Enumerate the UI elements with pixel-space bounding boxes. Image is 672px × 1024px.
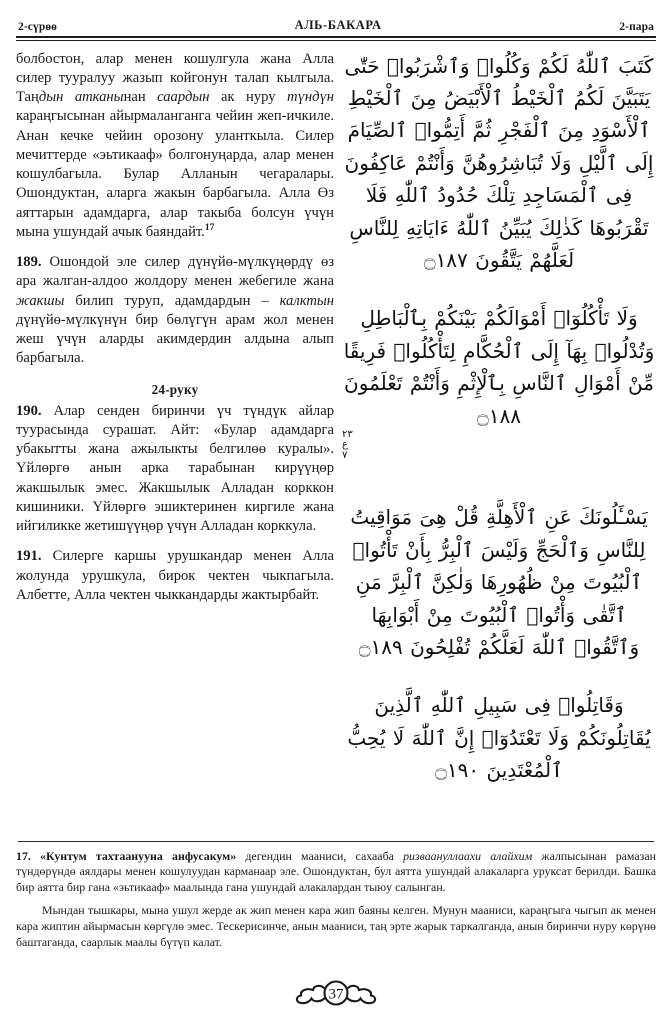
footnote-ref-17[interactable]: 17 (204, 222, 215, 233)
footnote-17-continuation: Мындан тышкары, мына ушул жерде ак жип менен кара жип баяны келген. Мунун мааниси, караңгыга чыгып ак менен кара жиптин айырмасын көргүлө эмес. Тескерисинче, анын мааниси, таң эрте жарык таркалганда, анын биринчи нуру көрүнө баштаганда, саарлык маалы бүтүп калат. (16, 903, 656, 949)
footnote-17-seg1: дегендин мааниси, сахааба (236, 848, 404, 863)
arabic-verse-190: وَقَاتِلُوا۟ فِى سَبِيلِ ٱللّٰهِ ٱلَّذِينَ يُقَاتِلُونَكُمْ وَلَا تَعْتَدُوٓا۟ إِنَّ ٱللّٰهَ لَا يُحِبُّ ٱلْمُعْتَدِينَ ۝١٩٠ (347, 693, 651, 783)
verse-187-text-seg2: нан (123, 89, 158, 106)
kyrgyz-translation-column (16, 50, 342, 617)
arabic-verse-189: يَسْـَٔلُونَكَ عَنِ ٱلْأَهِلَّةِ قُلْ هِىَ مَوَاقِيتُ لِلنَّاسِ وَٱلْحَجِّ وَلَيْسَ ٱلْبِرُّ بِأَنْ تَأْتُوا۟ ٱلْبُيُوتَ مِنْ ظُهُورِهَا وَلٰكِنَّ ٱلْبِرَّ مَنِ ٱتَّقٰى وَأْتُوا۟ ٱلْبُيُوتَ مِنْ أَبْوَابِهَا وَٱتَّقُوا۟ ٱللّٰهَ لَعَلَّكُمْ تُفْلِحُونَ ۝١٨٩ (350, 505, 648, 659)
footnote-17-number: 17. (16, 848, 31, 863)
verse-187-text-seg1: болбостон, алар менен кошулгула жана Алла силер тууралуу жазып койгонун талап кылгыла. Таң (16, 50, 334, 106)
ruku-marker-number-bottom: ٧ (342, 449, 348, 461)
running-head-title: АЛЬ-БАКАРА (294, 18, 382, 32)
running-head (16, 18, 656, 36)
running-head-left: 2-сүрөө (18, 21, 58, 33)
page-number-ornament (0, 976, 672, 1010)
verse-187-italic-1: дын атканы (38, 89, 124, 106)
verse-187-text-seg3: ак нуру (209, 89, 288, 106)
ruku-heading: 24-руку (151, 381, 199, 397)
header-divider (16, 36, 656, 41)
verse-paragraph-189 (16, 253, 334, 369)
arabic-verse-188: وَلَا تَأْكُلُوٓا۟ أَمْوَالَكُمْ بَيْنَكُمْ بِٱلْبَاطِلِ وَتُدْلُوا۟ بِهَآ إِلَى ٱلْحُكَّامِ لِتَأْكُلُوا۟ فَرِيقًا مِّنْ أَمْوَالِ ٱلنَّاسِ بِٱلْإِثْمِ وَأَنْتُمْ تَعْلَمُونَ ۝١٨٨ (343, 306, 655, 428)
verse-number-190: 190. (16, 402, 42, 419)
footnote-17 (16, 849, 656, 896)
ruku-marker-ain: ع (342, 439, 348, 451)
footnote-17-italic-1: ризваануллаахи алайхим (403, 848, 533, 863)
verse-paragraph-187 (16, 50, 334, 243)
verse-189-text-seg1: Ошондой эле силер дүнүйө-мүлкүңөрдү өз ара жалган-алдоо жолдору менен жебегиле жана (16, 254, 335, 290)
verse-190-text: Алар сенден биринчи үч түндүк айлар туурасында сурашат. Айт: «Булар адамдарга убакытты жана ажылыкты белгилөө куралы». Үйлөргө анын арка тарабынан кирүүңөр жакшылык эмес. Жакшылык Алладан корккон кишиники. Үйлөргө эшиктеринен киргиле жана ийгиликке жетишүүңөр үчүн Алладан корккула. (16, 402, 334, 535)
body-columns (16, 50, 656, 835)
verse-189-text-seg3: дүнүйө-мүлкүнүн бир бөлүгүн арам жол менен жеш үчүн аларды акимдердин алдына алып барбагыла. (16, 311, 334, 367)
verse-189-text-seg2: билип туруп, адамдардын – (64, 292, 280, 309)
verse-189-italic-1: жакшы (16, 292, 65, 309)
ruku-marker-number-top: ٢٣ (342, 428, 353, 440)
ruku-marker-group (342, 430, 654, 462)
arabic-spacer (342, 461, 656, 501)
verse-191-text: Силерге каршы урушкандар менен Алла жолунда урушкула, бирок чектен чыкпагыла. Албетте, Алла чектен чыккандарды жактырбайт. (16, 548, 334, 603)
verse-189-italic-2: калктын (279, 292, 334, 309)
verse-187-text-seg4: караңгысынан айырмаланганга чейин жеп-ичкиле. Анан кечке чейин орозону уланткыла. Силер мечиттерде «эьтикааф» болгонуңарда, алар менен кошулбагыла. Булар Алланын чегаралары. Ошондуктан, аларга жакын барбагыла. Алла Өз аяттарын адамдарга, алар такыба болсун үчүн мына ушундай ачык баяндайт. (16, 108, 334, 240)
verse-paragraph-190 (16, 402, 334, 537)
verse-187-italic-2: саардын (157, 89, 210, 106)
arabic-verse-187: كَتَبَ ٱللّٰهُ لَكُمْ وَكُلُوا۟ وَٱشْرَبُوا۟ حَتّٰى يَتَبَيَّنَ لَكُمُ ٱلْخَيْطُ ٱلْأَبْيَضُ مِنَ ٱلْخَيْطِ ٱلْأَسْوَدِ مِنَ ٱلْفَجْرِ ثُمَّ أَتِمُّوا۟ ٱلصِّيَامَ إِلَى ٱلَّيْلِ وَلَا تُبَاشِرُوهُنَّ وَأَنْتُمْ عَاكِفُونَ فِى ٱلْمَسَاجِدِ تِلْكَ حُدُودُ ٱللّٰهِ فَلَا تَقْرَبُوهَا كَذٰلِكَ يُبَيِّنُ ٱللّٰهُ ءَايَاتِهِ لِلنَّاسِ لَعَلَّهُمْ يَتَّقُونَ ۝١٨٧ (344, 53, 654, 272)
arabic-original-column (342, 50, 656, 791)
verse-187-italic-3: түндүн (287, 89, 335, 106)
verse-number-189: 189. (16, 254, 42, 271)
footnote-divider (18, 841, 654, 842)
footnote-17-bold-quote: «Кунтум тахтаанууна анфусакум» (40, 848, 237, 863)
verse-paragraph-191 (16, 547, 334, 605)
running-head-right: 2-пара (619, 21, 654, 33)
footnote-17-seg2: жалпысынан рамазан түндөрүндө аялдары менен кошулуудан карманаар эле. Ошондуктан, бул аятта ушундай алакаларга уруксат берилди. Башка бир аятта бир гана «эьтикааф» маалында гана ушундай алакалардан тыюу салынган. (16, 848, 656, 895)
page-number: 37 (328, 986, 344, 1003)
verse-number-191: 191. (16, 548, 42, 565)
